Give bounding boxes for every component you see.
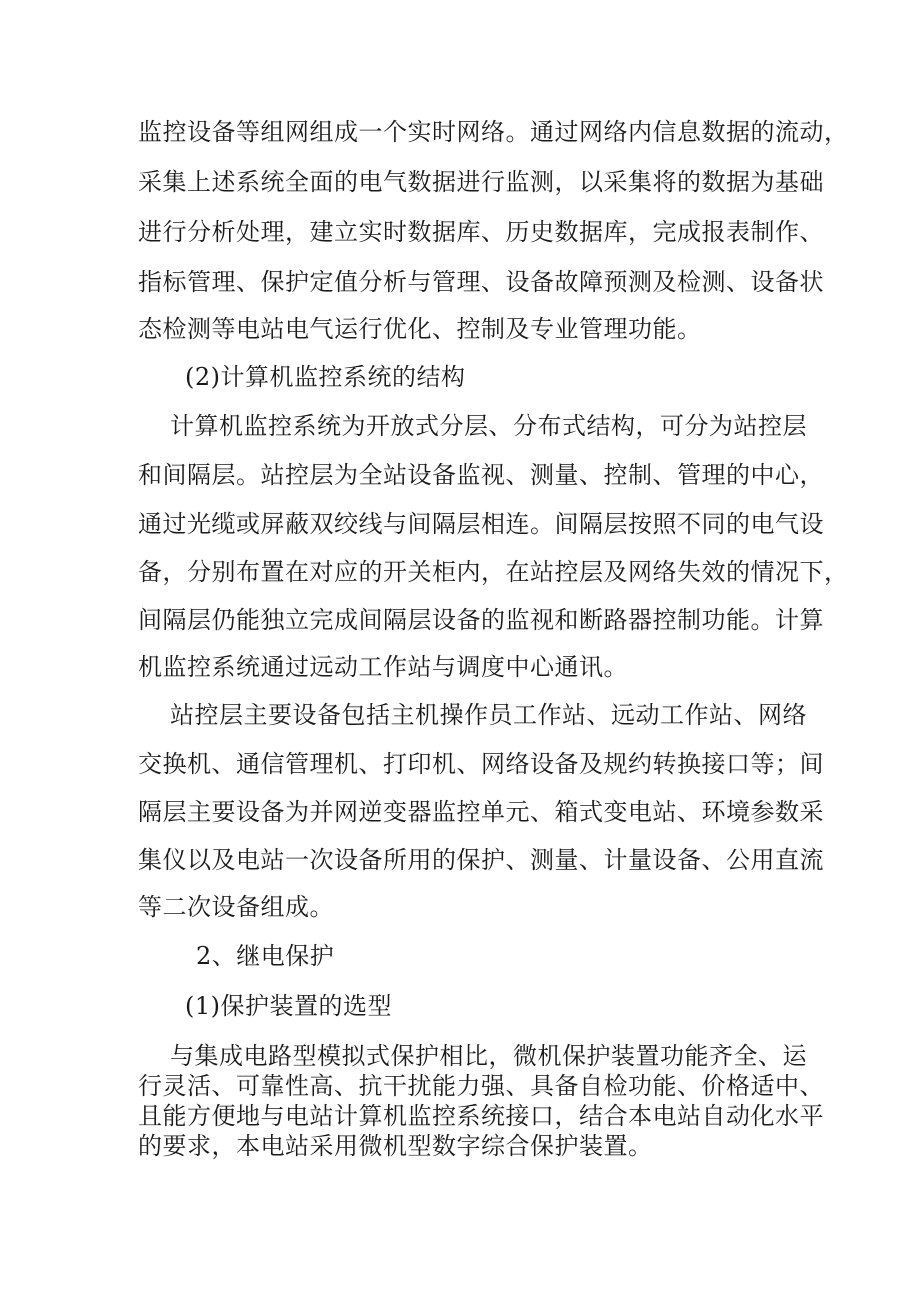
- paragraph-4-line-4: 的要求，本电站采用微机型数字综合保护装置。: [138, 1132, 653, 1160]
- paragraph-3-line-5: 等二次设备组成。: [138, 893, 334, 921]
- paragraph-1-line-3: 进行分析处理，建立实时数据库、历史数据库，完成报表制作、: [138, 218, 824, 246]
- section-title: 2、继电保护: [196, 942, 335, 970]
- paragraph-2-line-1: 计算机监控系统为开放式分层、分布式结构，可分为站控层: [170, 412, 807, 440]
- paragraph-2-line-2: 和间隔层。站控层为全站设备监视、测量、控制、管理的中心，: [138, 461, 824, 489]
- paragraph-1-line-4: 指标管理、保护定值分析与管理、设备故障预测及检测、设备状: [138, 268, 824, 296]
- paragraph-4-line-1: 与集成电路型模拟式保护相比，微机保护装置功能齐全、运: [170, 1042, 807, 1070]
- paragraph-4-line-3: 且能方便地与电站计算机监控系统接口，结合本电站自动化水平: [138, 1102, 824, 1130]
- paragraph-3-line-3: 隔层主要设备为并网逆变器监控单元、箱式变电站、环境参数采: [138, 798, 824, 826]
- paragraph-2-line-5: 间隔层仍能独立完成间隔层设备的监视和断路器控制功能。计算: [138, 606, 824, 634]
- paragraph-1-line-5: 态检测等电站电气运行优化、控制及专业管理功能。: [138, 315, 702, 343]
- paragraph-2-line-6: 机监控系统通过远动工作站与调度中心通讯。: [138, 653, 628, 681]
- paragraph-2-line-4: 备，分别布置在对应的开关柜内，在站控层及网络失效的情况下，: [138, 558, 849, 586]
- paragraph-3-line-4: 集仪以及电站一次设备所用的保护、测量、计量设备、公用直流: [138, 846, 824, 874]
- heading-2: (2)计算机监控系统的结构: [185, 363, 466, 391]
- paragraph-1-line-1: 监控设备等组网组成一个实时网络。通过网络内信息数据的流动，: [138, 118, 849, 146]
- paragraph-3-line-2: 交换机、通信管理机、打印机、网络设备及规约转换接口等；间: [138, 750, 824, 778]
- paragraph-2-line-3: 通过光缆或屏蔽双绞线与间隔层相连。间隔层按照不同的电气设: [138, 510, 824, 538]
- paragraph-4-line-2: 行灵活、可靠性高、抗干扰能力强、具备自检功能、价格适中、: [138, 1072, 824, 1100]
- subheading-1: (1)保护装置的选型: [185, 992, 392, 1020]
- paragraph-3-line-1: 站控层主要设备包括主机操作员工作站、远动工作站、网络: [170, 701, 807, 729]
- paragraph-1-line-2: 采集上述系统全面的电气数据进行监测，以采集将的数据为基础: [138, 168, 824, 196]
